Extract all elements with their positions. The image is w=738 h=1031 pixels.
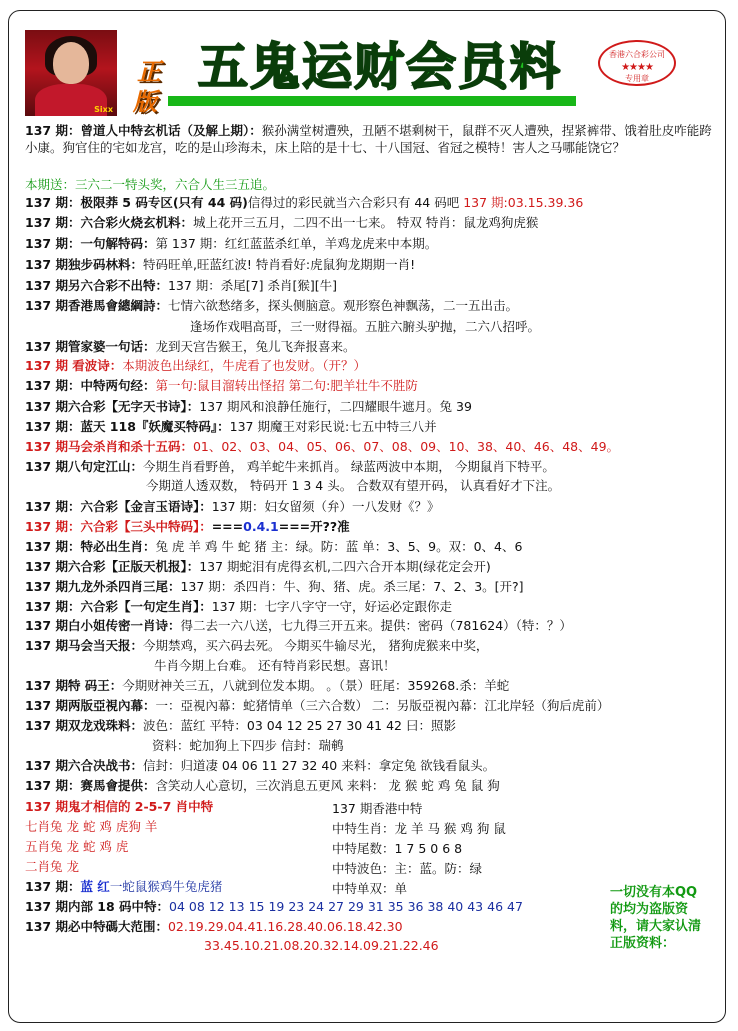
line-huoshao: 137 期：六合彩火烧玄机料：城上花开三五月，二四不出一七来。 特双 特肖：鼠龙鸡狗虎猴 [25, 215, 539, 230]
line-tianjibao: 137 期六合彩【正版天机报】：137 期蛇泪有虎得玄机,二四六合开本期(绿花定会开) [25, 559, 491, 574]
page-title-box [180, 32, 580, 102]
guicai-colors: 137 期：蓝 红一蛇鼠猴鸡牛兔虎猪 [25, 879, 223, 894]
line-bichu-shengxiao: 137 期：特必出生肖：兔 虎 羊 鸡 牛 蛇 猪 主：绿。防：蓝 单：3、5、9。双：0、4、6 [25, 539, 523, 554]
line-bai-xiaojie: 137 期白小姐传密一肖诗：得二去一六八送，七九得三开五来。提供：密码（781624）（特：？） [25, 618, 572, 633]
line-shuanglong-2: 资料：蛇加狗上下四步 信封：瑞鹌 [152, 738, 344, 753]
line-bizhong-2: 33.45.10.21.08.20.32.14.09.21.22.46 [204, 938, 439, 953]
line-saimahui: 137 期：赛馬會提供：含笑动人心意切，三次消息五更风 来料： 龙 猴 蛇 鸡 兔 鼠 狗 [25, 778, 500, 793]
line-neibu-18: 137 期内部 18 码中特：04 08 12 13 15 19 23 24 27 29 31 35 36 38 40 43 46 47 [25, 899, 523, 914]
page-title: 五鬼运财会员料 [198, 38, 562, 96]
hk-bose: 中特波色：主：蓝。防：绿 [332, 861, 483, 876]
line-santou: 137 期：六合彩【三头中特码】：===0.4.1===开??准 [25, 519, 350, 534]
line-yiju-jie: 137 期：一句解特码：第 137 期：红红蓝蓝杀红单，羊鸡龙虎来中本期。 [25, 236, 438, 251]
line-matianbao-1: 137 期马会当天报：今期禁鸡，买六码去死。 今期买牛输尽光， 猪狗虎猴来中奖， [25, 638, 489, 653]
line-yiju-shengxiao: 137 期：六合彩【一句定生肖】：137 期：七字八字守一守，好运必定跟你走 [25, 599, 453, 614]
line-matianbao-2: 牛肖今期上台难。 还有特肖彩民想。喜讯！ [154, 658, 396, 673]
line-zonggang-2: 逢场作戏唱高哥，三一财得福。五脏六腑头驴抛，二六八招呼。 [190, 319, 541, 334]
guicai-two: 二肖兔 龙 [25, 859, 79, 874]
line-shuanglong-1: 137 期双龙戏珠料：波色：蓝红 平特：03 04 12 25 27 30 41 42 曰：照影 [25, 718, 456, 733]
ban-char: 版 [133, 88, 157, 116]
line-mawang: 137 期特 码王：今期财神关三五，八就到位发本期。 。（景）旺尾：359268.杀：羊蛇 [25, 678, 510, 693]
line-yashi: 137 期两版亞視內幕：一：亞視內幕：蛇猪情单（三六合数） 二：另版亞視內幕：江北岸轻（狗后虎前） [25, 698, 610, 713]
line-juezhanshu: 137 期六合决战书：信封：归道凄 04 06 11 27 32 40 来料：拿定兔 欲钱看鼠头。 [25, 758, 496, 773]
photo-caption: Sixx [94, 105, 113, 114]
hk-shengxiao: 中特生肖：龙 羊 马 猴 鸡 狗 鼠 [332, 821, 506, 836]
line-jixian: 137 期：极限莽 5 码专区(只有 44 码)信得过的彩民就当六合彩只有 44 码吧 137 期:03.15.39.36 [25, 195, 584, 210]
line-bizhong-1: 137 期必中特碼大范围：02.19.29.04.41.16.28.40.06.18.42.30 [25, 919, 403, 934]
guicai-five: 五肖兔 龙 蛇 鸡 虎 [25, 839, 129, 854]
seal-stars: ★★★★ [621, 62, 653, 73]
hk-weishu: 中特尾数：1 7 5 0 6 8 [332, 841, 463, 856]
zheng-char: 正 [137, 58, 161, 86]
line-benqi-song: 本期送：三六二一特头奖，六合人生三五追。 [25, 177, 276, 192]
company-seal [598, 40, 676, 86]
title-underline [168, 96, 576, 106]
line-yaomo: 137 期：蓝天 118『妖魔买特码』：137 期魔王对彩民说:七五中特三八并 [25, 419, 437, 434]
line-bajv-2: 今期道人透双数， 特码开 1 3 4 头。 合数双有望开码， 认真看好才下注。 [146, 478, 561, 493]
guicai-seven: 七肖兔 龙 蛇 鸡 虎狗 羊 [25, 819, 158, 834]
line-liangju-jing: 137 期：中特两句经：第一句:鼠目溜转出怪招 第二句:肥羊壮牛不胜防 [25, 378, 418, 393]
portrait-photo [25, 30, 117, 116]
line-zonggang-1: 137 期香港馬會總綱詩：七情六欲愁绪多，探头侧脑意。观形察色神飘荡，二一五出击。 [25, 298, 518, 313]
line-bu-chu-te: 137 期另六合彩不出特：137 期：杀尾[7] 杀肖[猴][牛] [25, 278, 337, 293]
line-wuzi-tianshu: 137 期六合彩【无字天书诗】：137 期风和浪静任施行，二四耀眼牛遮月。兔 39 [25, 399, 472, 414]
line-guanjiapo: 137 期管家婆一句话：龙到天宫告猴王，兔儿飞奔报喜来。 [25, 339, 356, 354]
seal-bottom-text: 专用章 [625, 74, 649, 83]
hk-title: 137 期香港中特 [332, 801, 423, 816]
seal-top-text: 香港六合彩公司 [609, 50, 665, 59]
line-jiulong: 137 期九龙外杀四肖三尾：137 期：杀四肖：牛、狗、猪、虎。杀三尾：7、2、3。[开?] [25, 579, 524, 594]
guicai-title: 137 期鬼才相信的 2-5-7 肖中特 [25, 799, 214, 814]
line-kanbo: 137 期 看波诗：本期波色出绿红，牛虎看了也发财。（开？） [25, 358, 367, 373]
hk-danshuang: 中特单双：单 [332, 881, 408, 896]
line-shaxiao-15: 137 期马会杀肖和杀十五码：01、02、03、04、05、06、07、08、09、10、38、40、46、48、49。 [25, 439, 620, 454]
line-dubu: 137 期独步码林料：特码旺单,旺蓝红波! 特肖看好:虎鼠狗龙期期一肖! [25, 257, 416, 272]
line-zeng-daoren: 137 期：曾道人中特玄机话（及解上期）：猴孙满堂树遭殃，丑陋不堪剩树干，鼠群不灭人遭殃，捏紧裤带、饿着肚皮咋能跨小康。狗官住的宅如龙宫，吃的是山珍海未，床上陪的是十七、十八国冠、省冠之模特！害人之马哪能饶它？ [25, 123, 712, 155]
line-jinyan: 137 期：六合彩【金言玉语诗】：137 期：妇女留须（弁）一八发财《？》 [25, 499, 440, 514]
line-bajv-1: 137 期八句定江山：今期生肖看野兽， 鸡羊蛇牛来抓肖。 绿蓝两波中本期， 今期鼠肖下特平。 [25, 459, 555, 474]
anti-piracy-note: 一切没有本QQ 的均为盗版资料，请大家认清正版资料： [610, 885, 702, 951]
